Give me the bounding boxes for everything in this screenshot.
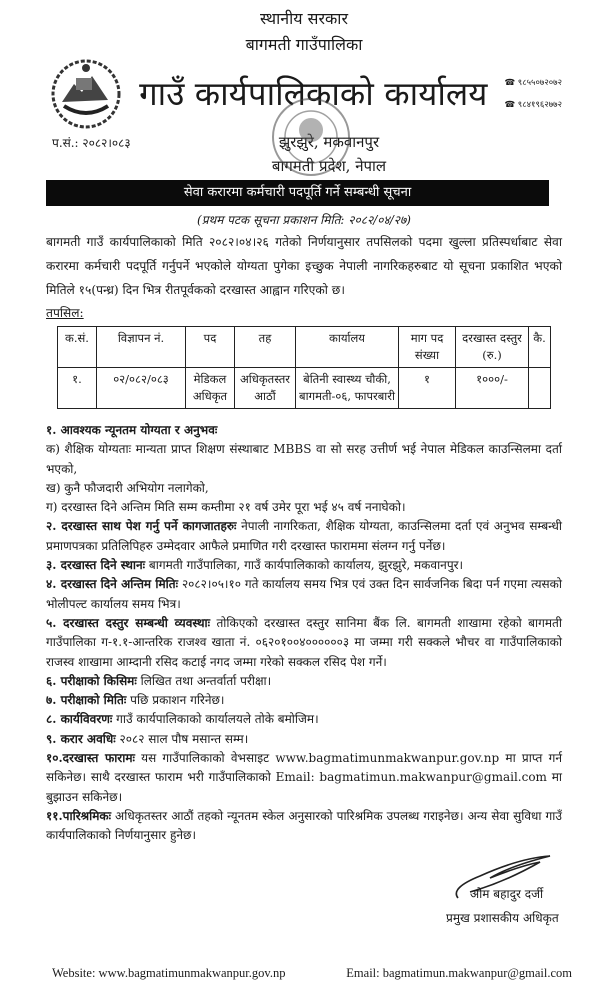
table-row bbox=[58, 368, 551, 409]
col-header: कै. bbox=[529, 327, 551, 368]
address-line-1: झुरझुरे, मकवानपुर bbox=[278, 133, 380, 151]
section-item: ९. करार अवधिः २०८२ साल पौष मसान्त सम्म। bbox=[46, 731, 249, 746]
intro-paragraph: बागमती गाउँ कार्यपालिकाको मिति २०८२।०४।२६ गतेको निर्णयानुसार तपसिलको पदमा खुल्ला प्रतिस्पर्धाबाट सेवा करारमा कर्मचारी पदपूर्ति गर्नुपर्ने भएकोले योग्यता पुगेका इच्छुक नेपाली नागरिकहरुबाट यो सूचना प्रकाशित भएको मितिले १५(पन्ध्र) दिन भित्र रीतपूर्वकको दरखास्त आह्वान गरिएको छ। bbox=[46, 235, 562, 297]
col-header: दरखास्त दस्तुर (रु.) bbox=[456, 327, 529, 368]
section-item: १. आवश्यक न्यूनतम योग्यता र अनुभवः bbox=[46, 423, 218, 437]
cell: अधिकृतस्तर आठौं bbox=[235, 368, 296, 409]
government-label: स्थानीय सरकार bbox=[260, 9, 348, 28]
section-item: ख) कुनै फौजदारी अभियोग नलागेको, bbox=[46, 480, 209, 495]
requirements-list bbox=[46, 421, 562, 846]
section-item: ५. दरखास्त दस्तुर सम्बन्धी व्यवस्थाः तोकिएको दरखास्त दस्तुर सानिमा बैंक लि. बागमती शाखामा रहेको बागमती गाउँपालिका ग-१.१-आन्तरिक राजश्व खाता नं. ०६२०१००४००००००३ मा जम्मा गरी सक्कले भौचर वा गाउँपालिकाको राजस्व शाखामा आम्दानी रसिद कटाई नगद जम्मा गरेको सक्कल रसिद पेश गर्ने। bbox=[46, 615, 562, 669]
section-item: क) शैक्षिक योग्यताः मान्यता प्राप्त शिक्षण संस्थाबाट MBBS वा सो सरह उत्तीर्ण भई नेपाल मेडिकल काउन्सिलमा दर्ता भएको, bbox=[46, 442, 562, 476]
cell: ०२/०८२/०८३ bbox=[97, 368, 186, 409]
col-header: क.सं. bbox=[58, 327, 97, 368]
cell: मेडिकल अधिकृत bbox=[186, 368, 235, 409]
notice-subtitle: (प्रथम पटक सूचना प्रकाशन मिति: २०८२/०४/२७) bbox=[197, 213, 411, 227]
municipality-name: बागमती गाउँपालिका bbox=[245, 35, 363, 54]
section-item: ग) दरखास्त दिने अन्तिम मिति सम्म कम्तीमा २१ वर्ष उमेर पूरा भई ४५ वर्ष ननाघेको। bbox=[46, 500, 406, 515]
cell: १०००/- bbox=[456, 368, 529, 409]
footer-email: Email: bagmatimun.makwanpur@gmail.com bbox=[346, 965, 572, 980]
col-header: तह bbox=[235, 327, 296, 368]
section-item: ८. कार्यविवरणः गाउँ कार्यपालिकाको कार्यालयले तोके बमोजिम। bbox=[46, 712, 319, 727]
section-item: ३. दरखास्त दिने स्थानः बागमती गाउँपालिका, गाउँ कार्यपालिकाको कार्यालय, झुरझुरे, मकवानपुर। bbox=[46, 558, 464, 573]
section-item: ४. दरखास्त दिने अन्तिम मितिः २०८२।०५।१० गते कार्यालय समय भित्र एवं उक्त दिन सार्वजनिक बिदा पर्न गएमा त्यसको भोलीपल्ट कार्यालय समय भित्र। bbox=[46, 577, 562, 611]
phone-list bbox=[505, 72, 563, 116]
letterhead-row bbox=[50, 58, 562, 130]
cell: बेतिनी स्वास्थ्य चौकी, बागमती-०६, फापरबारी bbox=[296, 368, 399, 409]
col-header: विज्ञापन नं. bbox=[97, 327, 186, 368]
cell: १ bbox=[399, 368, 456, 409]
cell bbox=[529, 368, 551, 409]
section-item: २. दरखास्त साथ पेश गर्नु पर्ने कागजातहरुः नेपाली नागरिकता, शैक्षिक योग्यता, काउन्सिलमा दर्ता एवं अनुभव सम्बन्धी प्रमाणपत्रका प्रतिलिपिहरु उम्मेदवार आफैले प्रमाणित गरी दरखास्त फाराममा संलग्न गर्नु पर्नेछ। bbox=[46, 519, 562, 553]
reference-number: प.सं.: २०८२।०८३ bbox=[52, 136, 131, 150]
nepal-emblem-logo bbox=[50, 58, 122, 130]
phone-2: ☎ ९८४१९६२७७२ bbox=[504, 100, 562, 110]
signature-block bbox=[446, 852, 566, 930]
table-header-row bbox=[58, 327, 551, 368]
footer bbox=[46, 964, 572, 982]
col-header: पद bbox=[186, 327, 235, 368]
notice-title: सेवा करारमा कर्मचारी पदपूर्ति गर्ने सम्बन्धी सूचना bbox=[46, 180, 549, 206]
office-title: गाउँ कार्यपालिकाको कार्यालय bbox=[139, 74, 488, 113]
address-row bbox=[46, 130, 562, 178]
section-item: १०.दरखास्त फारामः यस गाउँपालिकाको वेभसाइट www.bagmatimunmakwanpur.gov.np मा प्राप्त गर्न सकिनेछ। साथै दरखास्त फाराम भरी गाउँपालिकाको Email: bagmatimun.makwanpur@gmail.com मा बुझाउन सकिनेछ। bbox=[46, 751, 562, 804]
address-line-2: बागमती प्रदेश, नेपाल bbox=[271, 157, 387, 175]
phone-icon: ☎ bbox=[504, 78, 518, 88]
footer-website: Website: www.bagmatimunmakwanpur.gov.np bbox=[52, 965, 286, 980]
signatory-title: प्रमुख प्रशासकीय अधिकृत bbox=[446, 910, 559, 925]
section-item: ६. परीक्षाको किसिमः लिखित तथा अन्तर्वार्ता परीक्षा। bbox=[46, 673, 272, 688]
col-header: माग पद संख्या bbox=[399, 327, 456, 368]
phone-icon: ☎ bbox=[504, 100, 518, 110]
cell: १. bbox=[58, 368, 97, 409]
phone-1: ☎ ९८५५०७२०७२ bbox=[504, 78, 562, 88]
section-item: ७. परीक्षाको मितिः पछि प्रकाशन गरिनेछ। bbox=[46, 693, 225, 708]
vacancy-table bbox=[57, 326, 551, 409]
section-item: ११.पारिश्रमिकः अधिकृतस्तर आठौं तहको न्यूनतम स्केल अनुसारको पारिश्रमिक उपलब्ध गराइनेछ। अन्य सेवा सुविधा गाउँ कार्यपालिकाको निर्णयानुसार हुनेछ। bbox=[46, 808, 562, 843]
details-label: तपसिल: bbox=[46, 306, 84, 320]
col-header: कार्यालय bbox=[296, 327, 399, 368]
signatory-name: ओम बहादुर दर्जी bbox=[470, 886, 544, 901]
